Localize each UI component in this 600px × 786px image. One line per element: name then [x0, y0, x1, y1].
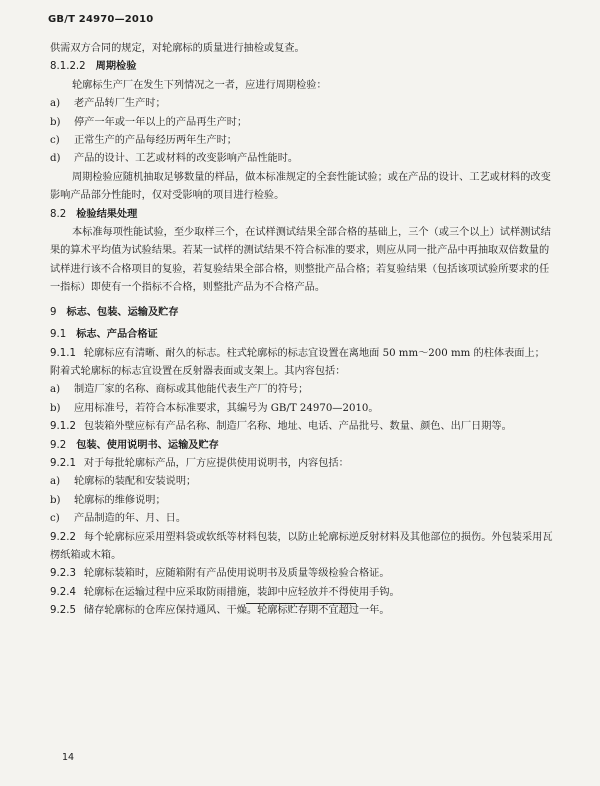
periodic-conditions-list: [50, 95, 555, 169]
marking-contents-list: [50, 381, 555, 418]
standard-code-header: GB/T 24970—2010: [48, 14, 154, 25]
periodic-sampling-paragraph: 周期检验应随机抽取足够数量的样品，做本标准规定的全套性能试验；或在产品的设计、工艺或材料的改变影响产品部分性能时，仅对受影响的项目进行检验。: [50, 171, 551, 202]
result-handling-paragraph: 本标准每项性能试验，至少取样三个，在试样测试结果全部合格的基础上，三个（或三个以上）试样测试结果的算术平均值为试验结果。若某一试样的测试结果不符合标准的要求，则应从同一批产品中再抽取双倍数量的试样进行该不合格项目的复验，若复验结果全部合格，则整批产品合格；若复验结果（包括该项试验所要求的任一指标）即使有一个指标不合格，则整批产品为不合格产品。: [50, 227, 551, 294]
periodic-inspection-paragraph: 轮廓标生产厂在发生下列情况之一者，应进行周期检验：: [72, 79, 327, 91]
clause-text: 包装箱外壁应标有产品名称、制造厂名称、地址、电话、产品批号、数量、颜色、出厂日期等。: [83, 421, 512, 433]
clause-text: 每个轮廓标应采用塑料袋或软纸等材料包装，以防止轮廓标逆反射材料及其他部位的损伤。外包装采用瓦楞纸箱或木箱。: [50, 531, 553, 561]
clause-number: 9.1.2: [50, 421, 76, 433]
section-heading-9: [50, 304, 555, 322]
section-heading-9-1: [50, 326, 555, 344]
section-heading-8-2: [50, 206, 555, 224]
section-heading-9-2: [50, 437, 555, 455]
clause-number: 9.2.4: [50, 586, 76, 598]
end-divider: [246, 603, 356, 604]
section-title: 周期检验: [95, 61, 137, 73]
section-number: 9: [50, 306, 57, 318]
manual-contents-list: [50, 473, 555, 528]
clause-number: 9.2.2: [50, 531, 76, 543]
clause-text: 轮廓标装箱时，应随箱附有产品使用说明书及质量等级检验合格证。: [83, 568, 390, 580]
list-item: b) 停产一年或一年以上的产品再生产时；: [50, 116, 248, 128]
list-item: c) 产品制造的年、月、日。: [50, 513, 187, 525]
section-title: 检验结果处理: [76, 208, 138, 220]
section-title: 包装、使用说明书、运输及贮存: [76, 439, 219, 451]
clause-text: 储存轮廓标的仓库应保持通风、干燥。轮廓标贮存期不宜超过一年。: [83, 605, 390, 617]
document-body: [50, 40, 555, 621]
clause-9-2-1: [50, 455, 555, 473]
clause-number: 9.1.1: [50, 347, 76, 359]
clause-9-2-4: [50, 584, 555, 602]
section-number: 9.1: [50, 329, 67, 341]
section-number: 8.1.2.2: [50, 61, 86, 73]
clause-text: 轮廓标应有清晰、耐久的标志。柱式轮廓标的标志宜设置在离地面 50 mm～200 mm 的柱体表面上；附着式轮廓标的标志宜设置在反射器表面或支架上。其内容包括：: [50, 347, 545, 377]
clause-text: 对于每批轮廓标产品，厂方应提供使用说明书，内容包括：: [83, 457, 349, 469]
clause-9-1-2: [50, 418, 555, 436]
list-item: a) 制造厂家的名称、商标或其他能代表生产厂的符号；: [50, 384, 309, 396]
page-number: 14: [62, 752, 75, 763]
section-title: 标志、包装、运输及贮存: [66, 306, 179, 318]
clause-number: 9.2.1: [50, 457, 76, 469]
list-item: a) 轮廓标的装配和安装说明；: [50, 476, 197, 488]
list-item: b) 轮廓标的维修说明；: [50, 494, 166, 506]
clause-text: 轮廓标在运输过程中应采取防雨措施，装卸中应轻放并不得使用手钩。: [83, 586, 400, 598]
clause-number: 9.2.3: [50, 568, 76, 580]
list-item: a) 老产品转厂生产时；: [50, 98, 166, 110]
list-item: c) 正常生产的产品每经历两年生产时；: [50, 135, 237, 147]
clause-9-2-5: [50, 602, 555, 620]
clause-number: 9.2.5: [50, 605, 76, 617]
intro-paragraph: 供需双方合同的规定，对轮廓标的质量进行抽检或复查。: [50, 43, 305, 54]
clause-9-2-2: [50, 529, 555, 566]
list-item: d) 产品的设计、工艺或材料的改变影响产品性能时。: [50, 153, 299, 165]
section-number: 9.2: [50, 439, 67, 451]
list-item: b) 应用标准号，若符合本标准要求，其编号为 GB/T 24970—2010。: [50, 402, 379, 414]
clause-9-2-3: [50, 565, 555, 583]
section-heading-8-1-2-2: [50, 58, 555, 76]
section-number: 8.2: [50, 208, 67, 220]
section-title: 标志、产品合格证: [76, 329, 158, 341]
clause-9-1-1: [50, 345, 555, 382]
